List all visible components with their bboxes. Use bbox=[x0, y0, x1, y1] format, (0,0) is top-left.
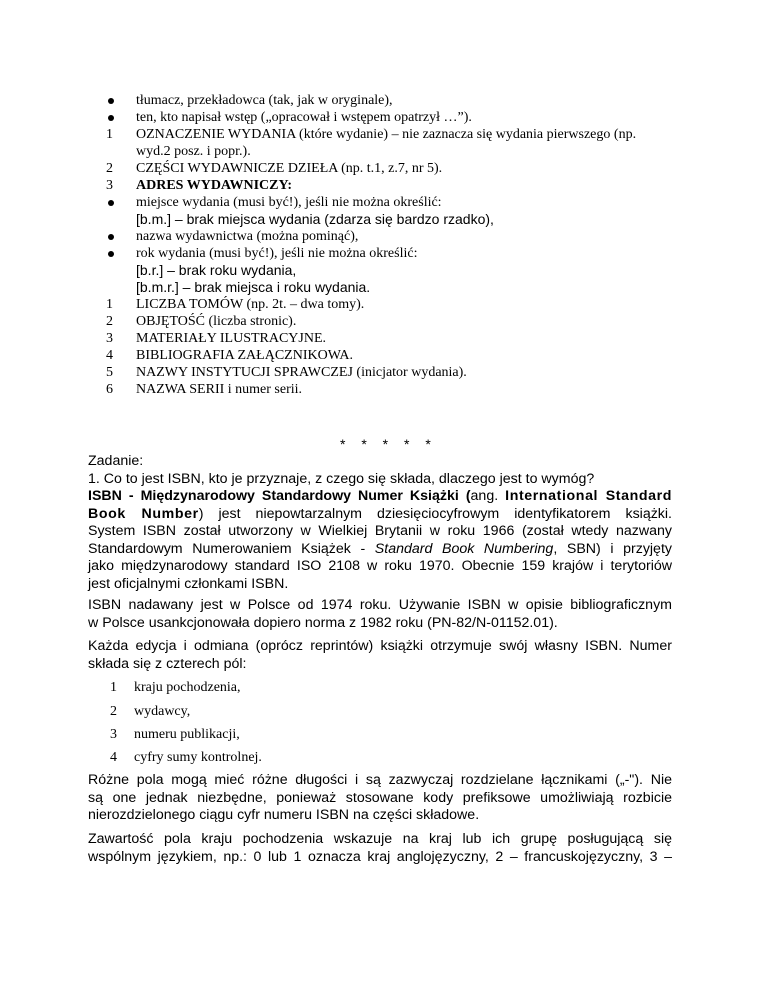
task-question: 1. Co to jest ISBN, kto je przyznaje, z czego się składa, dlaczego jest to wymóg? bbox=[88, 470, 595, 487]
paragraph-line: w Polsce usankcjonowała dopiero norma z 1982 roku (PN-82/N-01152.01). bbox=[88, 614, 558, 631]
list-item-text: rok wydania (musi być!), jeśli nie można określić: bbox=[136, 246, 418, 261]
list-marker: 3 bbox=[106, 178, 113, 193]
section-separator: * * * * * bbox=[340, 436, 437, 452]
list-item-text: nazwa wydawnictwa (można pominąć), bbox=[136, 229, 359, 244]
paragraph-line: Zawartość pola kraju pochodzenia wskazuje na kraj lub ich grupę posługującą się bbox=[88, 831, 672, 847]
paragraph-line bbox=[88, 506, 672, 524]
list-marker: 1 bbox=[110, 680, 117, 695]
list-item bbox=[110, 679, 241, 696]
task-block bbox=[88, 453, 672, 488]
list-marker: 2 bbox=[106, 314, 113, 329]
bullet-icon bbox=[106, 228, 128, 245]
list-item-text: OBJĘTOŚĆ (liczba stronic). bbox=[136, 314, 297, 329]
paragraph-line: jest oficjalnymi członkami ISBN. bbox=[88, 575, 289, 592]
list-item-text: CZĘŚCI WYDAWNICZE DZIEŁA (np. t.1, z.7, nr 5). bbox=[136, 161, 443, 176]
list-item-continuation: [b.m.] – brak miejsca wydania (zdarza się bardzo rzadko), bbox=[136, 211, 494, 227]
isbn-fields-paragraph bbox=[88, 638, 672, 673]
text-run: , SBN) i przyjęty bbox=[553, 540, 672, 557]
english-term: Book Number bbox=[88, 505, 199, 522]
list-marker: 5 bbox=[106, 365, 113, 380]
isbn-country-paragraph bbox=[88, 831, 672, 866]
list-marker: 4 bbox=[106, 348, 113, 363]
list-marker: 6 bbox=[106, 382, 113, 397]
paragraph-line: nierozdzielonego ciągu cyfr numeru ISBN na części składowe. bbox=[88, 807, 480, 824]
list-item-text: NAZWA SERII i numer serii. bbox=[136, 382, 303, 397]
paragraph-line: Każda edycja i odmiana (oprócz reprintów) książki otrzymuje swój własny ISBN. Numer bbox=[88, 638, 672, 654]
list-marker: 4 bbox=[110, 750, 117, 765]
paragraph-line: ISBN nadawany jest w Polsce od 1974 roku. Używanie ISBN w opisie bibliograficznym bbox=[88, 597, 672, 613]
list-item-continuation: wyd.2 posz. i popr.). bbox=[136, 144, 251, 159]
italic-term: Standard Book Numbering bbox=[374, 540, 554, 557]
list-marker: 1 bbox=[106, 297, 113, 312]
isbn-poland-paragraph bbox=[88, 597, 672, 632]
paragraph-line: System ISBN został utworzony w Wielkiej Brytanii w roku 1966 (został wtedy nazwany bbox=[88, 523, 672, 540]
isbn-term: ISBN - Międzynarodowy Standardowy Numer Książki ( bbox=[88, 488, 471, 504]
isbn-separators-paragraph bbox=[88, 772, 672, 825]
list-item-text: wydawcy, bbox=[134, 704, 191, 719]
list-marker: 1 bbox=[106, 127, 113, 142]
paragraph-line bbox=[88, 488, 672, 506]
list-item-text: numeru publikacji, bbox=[134, 727, 240, 742]
lang-abbrev: ang. bbox=[470, 488, 499, 504]
list-item-text: NAZWY INSTYTUCJI SPRAWCZEJ (inicjator wydania). bbox=[136, 365, 467, 380]
paragraph-line bbox=[88, 541, 672, 559]
list-marker: 2 bbox=[106, 161, 113, 176]
bullet-icon bbox=[106, 109, 128, 126]
list-item bbox=[110, 726, 240, 743]
paragraph-line: Różne pola mogą mieć różne długości i są zazwyczaj rozdzielane łącznikami („-"). Nie bbox=[88, 772, 672, 788]
list-item-text: MATERIAŁY ILUSTRACYJNE. bbox=[136, 331, 327, 346]
list-item-text: kraju pochodzenia, bbox=[134, 680, 241, 695]
list-item-text: tłumacz, przekładowca (tak, jak w oryginale), bbox=[136, 93, 393, 108]
list-item bbox=[110, 703, 190, 720]
bullet-icon bbox=[106, 194, 128, 211]
list-item-text: miejsce wydania (musi być!), jeśli nie można określić: bbox=[136, 195, 442, 210]
list-item-text: ten, kto napisał wstęp („opracował i wstępem opatrzył …”). bbox=[136, 110, 472, 125]
text-run: ) jest niepowtarzalnym dziesięciocyfrowym identyfikatorem książki. bbox=[198, 505, 672, 522]
list-item-text: BIBLIOGRAFIA ZAŁĄCZNIKOWA. bbox=[136, 348, 353, 363]
list-marker: 2 bbox=[110, 704, 117, 719]
list-item-text: cyfry sumy kontrolnej. bbox=[134, 750, 262, 765]
list-item-continuation: [b.r.] – brak roku wydania, bbox=[136, 262, 297, 278]
list-item bbox=[110, 749, 262, 766]
task-label: Zadanie: bbox=[88, 453, 144, 469]
list-item-text: LICZBA TOMÓW (np. 2t. – dwa tomy). bbox=[136, 297, 365, 312]
isbn-definition-paragraph bbox=[88, 488, 672, 594]
list-item-continuation: [b.m.r.] – brak miejsca i roku wydania. bbox=[136, 279, 371, 295]
list-item-text: OZNACZENIE WYDANIA (które wydanie) – nie zaznacza się wydania pierwszego (np. bbox=[136, 127, 637, 142]
list-marker: 3 bbox=[106, 331, 113, 346]
text-run: Standardowym Numerowaniem Książek - bbox=[88, 540, 375, 557]
list-marker: 3 bbox=[110, 727, 117, 742]
bullet-icon bbox=[106, 92, 128, 109]
english-term: International Standard bbox=[505, 488, 672, 504]
bullet-icon bbox=[106, 245, 128, 262]
paragraph-line: wspólnym językiem, np.: 0 lub 1 oznacza kraj anglojęzyczny, 2 – francuskojęzyczny, 3 – bbox=[88, 848, 672, 865]
paragraph-line: jako międzynarodowy standard ISO 2108 w roku 1970. Obecnie 159 krajów i terytoriów bbox=[88, 558, 672, 575]
list-item-text: ADRES WYDAWNICZY: bbox=[136, 178, 292, 193]
paragraph-line: składa się z czterech pól: bbox=[88, 655, 247, 672]
paragraph-line: są one jednak niezbędne, ponieważ stosowane kody prefiksowe umożliwiają rozbicie bbox=[88, 789, 672, 806]
